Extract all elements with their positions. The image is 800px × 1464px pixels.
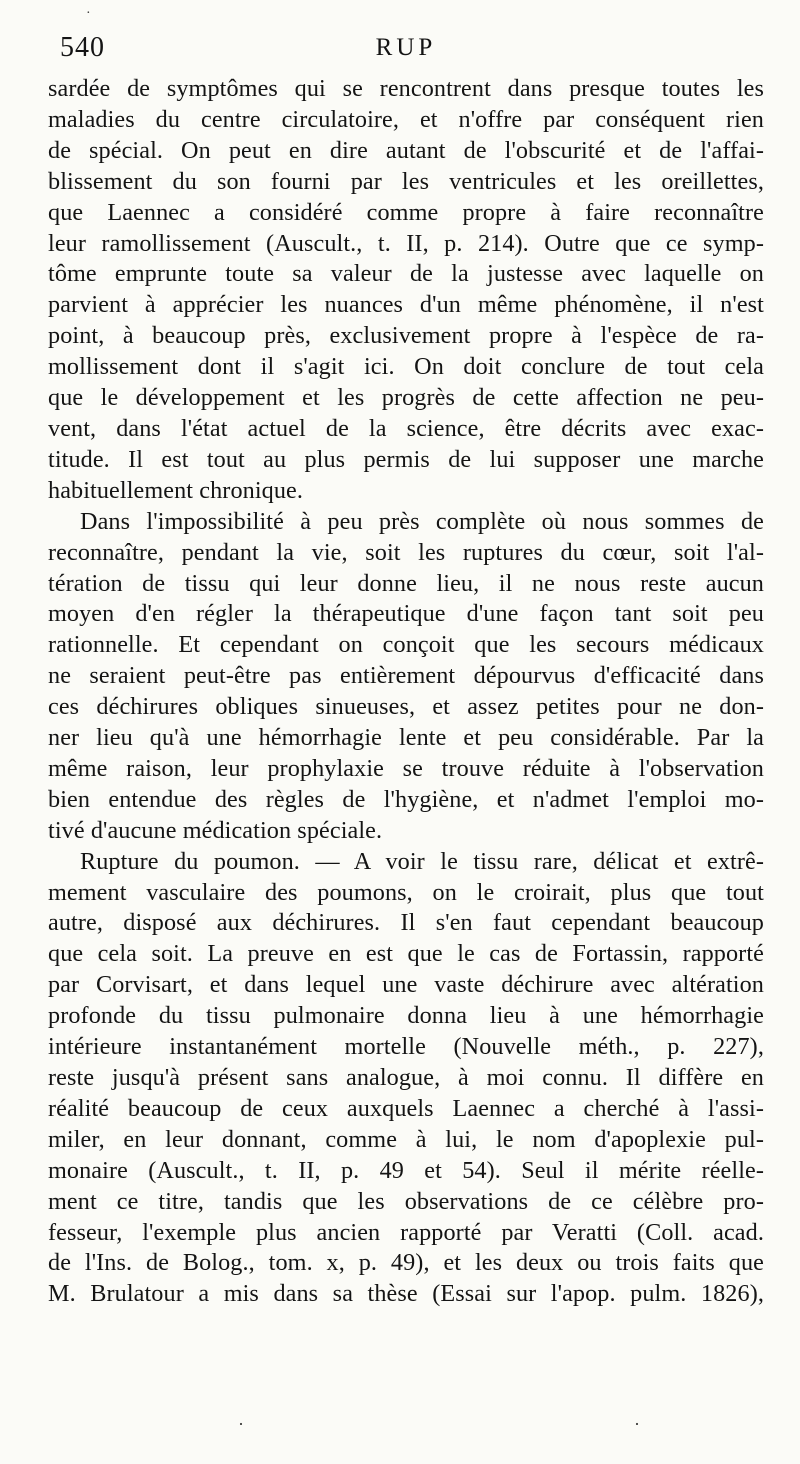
page-number: 540: [60, 32, 105, 63]
print-speck: ·: [634, 1414, 640, 1434]
print-speck: ·: [238, 1414, 244, 1434]
text-line: point, à beaucoup près, exclusivement propre à l'espèce de ra-: [48, 322, 764, 350]
text-line: ces déchirures obliques sinueuses, et assez petites pour ne don-: [48, 693, 764, 721]
paragraph: [48, 847, 764, 1311]
text-line: ment ce titre, tandis que les observations de ce célèbre pro-: [48, 1187, 764, 1215]
running-head: RUP: [375, 34, 437, 61]
text-line: par Corvisart, et dans lequel une vaste déchirure avec altération: [48, 971, 764, 999]
text-line: même raison, leur prophylaxie se trouve réduite à l'observation: [48, 754, 764, 782]
text-line: vent, dans l'état actuel de la science, être décrits avec exac-: [48, 414, 764, 442]
text-line: moyen d'en régler la thérapeutique d'une façon tant soit peu: [48, 600, 764, 628]
text-line: maladies du centre circulatoire, et n'offre par conséquent rien: [48, 105, 764, 133]
text-line: monaire (Auscult., t. II, p. 49 et 54). Seul il mérite réelle-: [48, 1156, 764, 1184]
text-line: autre, disposé aux déchirures. Il s'en faut cependant beaucoup: [48, 909, 764, 937]
text-line: parvient à apprécier les nuances d'un même phénomène, il n'est: [48, 291, 764, 319]
text-line: intérieure instantanément mortelle (Nouvelle méth., p. 227),: [48, 1033, 764, 1061]
paragraph: [48, 507, 764, 847]
text-line: reste jusqu'à présent sans analogue, à moi connu. Il diffère en: [48, 1064, 764, 1091]
text-line: que cela soit. La preuve en est que le cas de Fortassin, rapporté: [48, 940, 764, 968]
text-line: réalité beaucoup de ceux auxquels Laennec a cherché à l'assi-: [48, 1094, 764, 1122]
text-line: que le développement et les progrès de cette affection ne peu-: [48, 384, 764, 412]
text-line: titude. Il est tout au plus permis de lui supposer une marche: [48, 445, 764, 473]
text-line: habituellement chronique.: [48, 476, 304, 504]
text-line: ne seraient peut-être pas entièrement dépourvus d'efficacité dans: [48, 662, 764, 690]
text-line: leur ramollissement (Auscult., t. II, p. 214). Outre que ce symp-: [48, 229, 764, 257]
text-line: bien entendue des règles de l'hygiène, et n'admet l'emploi mo-: [48, 785, 764, 813]
text-line: rationnelle. Et cependant on conçoit que les secours médicaux: [48, 631, 764, 659]
text-line: sardée de symptômes qui se rencontrent dans presque toutes les: [48, 75, 764, 102]
text-line: tivé d'aucune médication spéciale.: [48, 816, 383, 844]
page-header: [48, 22, 764, 74]
paragraph: [48, 74, 764, 507]
text-line: blissement du son fourni par les ventricules et les oreillettes,: [48, 167, 764, 195]
text-line: de spécial. On peut en dire autant de l'obscurité et de l'affai-: [48, 136, 764, 164]
text-line: tôme emprunte toute sa valeur de la justesse avec laquelle on: [48, 260, 764, 288]
text-line: Dans l'impossibilité à peu près complète où nous sommes de: [80, 507, 764, 535]
text-line: profonde du tissu pulmonaire donna lieu à une hémorrhagie: [48, 1002, 764, 1030]
text-line: tération de tissu qui leur donne lieu, il ne nous reste aucun: [48, 569, 764, 597]
text-line: reconnaître, pendant la vie, soit les ruptures du cœur, soit l'al-: [48, 538, 764, 566]
text-line: mement vasculaire des poumons, on le croirait, plus que tout: [48, 878, 764, 906]
text-line: que Laennec a considéré comme propre à faire reconnaître: [48, 198, 764, 226]
text-line: M. Brulatour a mis dans sa thèse (Essai sur l'apop. pulm. 1826),: [48, 1280, 764, 1308]
text-line: Rupture du poumon. — A voir le tissu rare, délicat et extrê-: [80, 847, 764, 875]
book-page: [48, 22, 764, 1310]
body-text: [48, 74, 764, 1310]
text-line: fesseur, l'exemple plus ancien rapporté par Veratti (Coll. acad.: [48, 1218, 764, 1246]
text-line: ner lieu qu'à une hémorrhagie lente et peu considérable. Par la: [48, 724, 764, 752]
print-speck: ·: [86, 6, 91, 21]
text-line: miler, en leur donnant, comme à lui, le nom d'apoplexie pul-: [48, 1125, 764, 1153]
text-line: de l'Ins. de Bolog., tom. x, p. 49), et les deux ou trois faits que: [48, 1249, 764, 1277]
text-line: mollissement dont il s'agit ici. On doit conclure de tout cela: [48, 353, 764, 381]
